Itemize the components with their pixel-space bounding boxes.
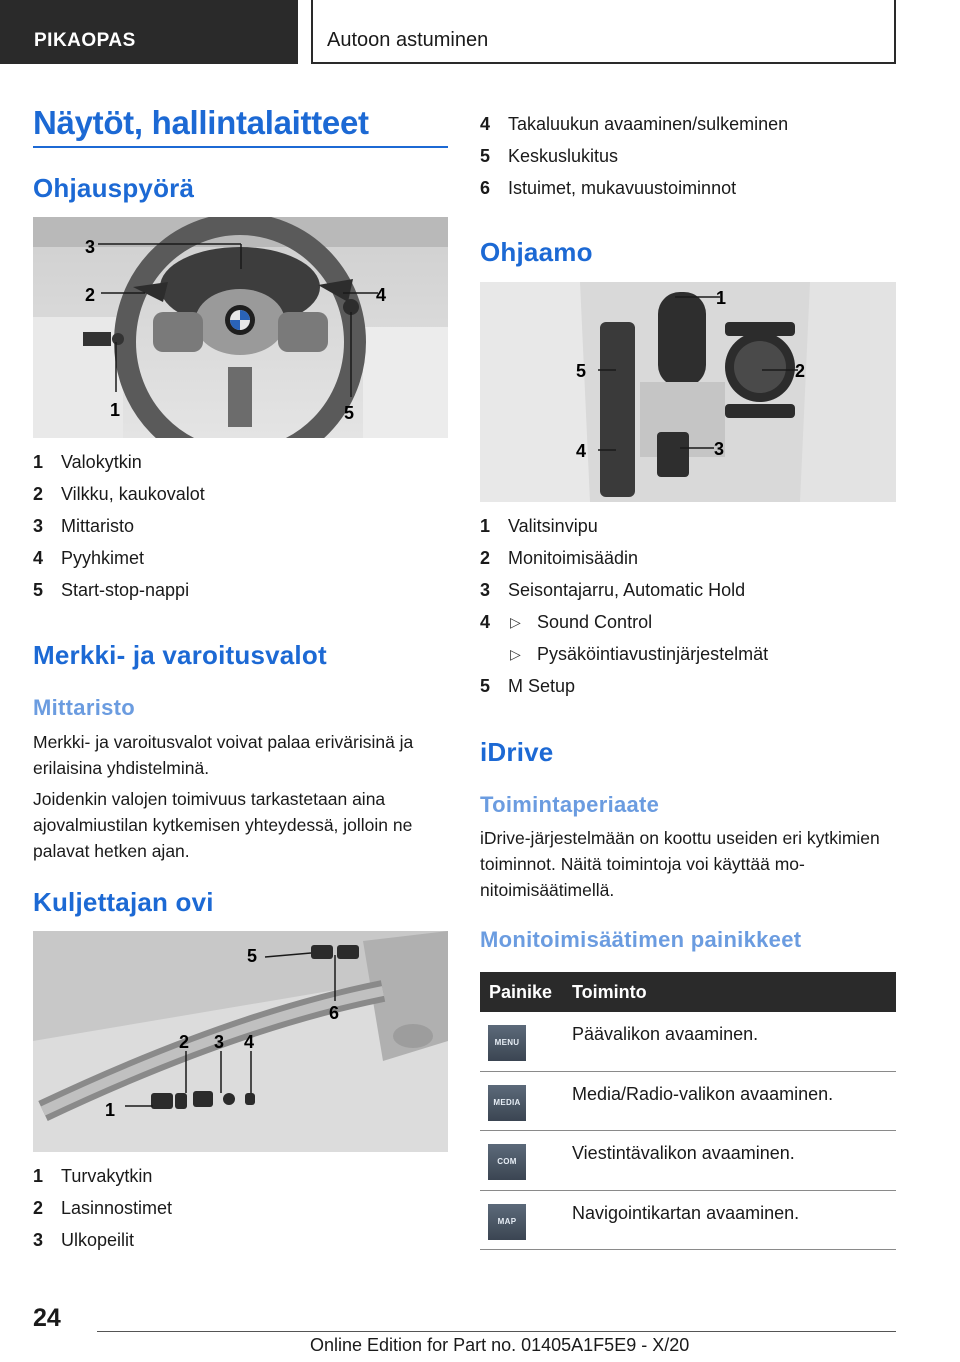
- cockpit-item-list: [480, 510, 896, 702]
- list-item: [33, 1224, 448, 1256]
- item-text: Ulkopeilit: [61, 1230, 135, 1250]
- cockpit-photo: [480, 282, 896, 502]
- item-number: 1: [480, 516, 491, 536]
- heading-cockpit: Ohjaamo: [480, 237, 593, 267]
- item-number: 4: [480, 612, 491, 632]
- item-number: 1: [33, 1166, 44, 1186]
- door-callout-3: 3: [214, 1032, 225, 1052]
- menu-button-icon: MENU: [488, 1025, 526, 1061]
- header-chapter-tab: Autoon astuminen: [311, 0, 896, 64]
- item-text: Vilkku, kaukovalot: [61, 484, 205, 504]
- heading-warning-lights: Merkki- ja varoitusvalot: [33, 640, 327, 670]
- cockpit-callout-1: 1: [716, 288, 727, 308]
- steering-callout-1: 1: [110, 400, 121, 420]
- item-text: Pysäköintiavustinjärjestelmät: [537, 644, 769, 664]
- table-header-function: Toiminto: [572, 982, 647, 1002]
- item-text: Pyyhkimet: [61, 548, 145, 568]
- list-item: [33, 542, 448, 574]
- steering-item-list: [33, 446, 448, 606]
- page-title: Näytöt, hallintalaitteet: [33, 104, 369, 141]
- table-row: [480, 1191, 896, 1251]
- warning-paragraph-2: Joidenkin valojen toimivuus tarkastetaan aina ajovalmiustilan kytkemisen yhteydessä, jolloin ne palavat hetken ajan.: [33, 789, 413, 861]
- list-item: [480, 172, 896, 204]
- door-callout-5: 5: [247, 946, 258, 966]
- list-item: [33, 478, 448, 510]
- cockpit-callout-5: 5: [576, 361, 587, 381]
- steering-wheel-photo: [33, 217, 448, 438]
- heading-driver-door: Kuljettajan ovi: [33, 887, 214, 917]
- item-number: 1: [33, 452, 44, 472]
- list-item: [480, 510, 896, 542]
- cockpit-callout-4: 4: [576, 441, 587, 461]
- footer-rule: [97, 1331, 896, 1332]
- item-text: Takaluukun avaaminen/sulkeminen: [508, 114, 789, 134]
- item-text: Monitoimisäädin: [508, 548, 639, 568]
- item-number: 2: [33, 484, 44, 504]
- steering-callout-3: 3: [85, 237, 96, 257]
- item-text: Valokytkin: [61, 452, 142, 472]
- list-item: [33, 574, 448, 606]
- com-button-icon: COM: [488, 1144, 526, 1180]
- list-item: [480, 638, 896, 670]
- warning-paragraph-1: Merkki- ja varoitusvalot voivat palaa erivärisinä ja erilaisina yhdistelminä.: [33, 732, 414, 778]
- door-callout-4: 4: [244, 1032, 255, 1052]
- door-item-list-right: [480, 108, 896, 204]
- item-text: Seisontajarru, Automatic Hold: [508, 580, 746, 600]
- door-callout-6: 6: [329, 1003, 340, 1023]
- map-button-icon: MAP: [488, 1204, 526, 1240]
- steering-callout-5: 5: [344, 403, 355, 423]
- item-number: 2: [480, 548, 491, 568]
- title-rule: [33, 146, 448, 148]
- subheading-instrument-cluster: Mittaristo: [33, 695, 135, 720]
- controller-buttons-table: [480, 972, 896, 1250]
- driver-door-photo: [33, 931, 448, 1152]
- item-number: 3: [33, 1230, 44, 1250]
- list-item: [480, 670, 896, 702]
- list-item: [480, 108, 896, 140]
- table-header-button: Painike: [489, 982, 553, 1002]
- cockpit-callout-3: 3: [714, 439, 725, 459]
- cockpit-callout-2: 2: [795, 361, 806, 381]
- list-item: [33, 446, 448, 478]
- item-number: 3: [480, 580, 491, 600]
- item-text: Mittaristo: [61, 516, 135, 536]
- media-button-icon: MEDIA: [488, 1085, 526, 1121]
- item-number: 5: [33, 580, 44, 600]
- triangle-bullet-icon: ▷: [510, 646, 521, 662]
- table-row: [480, 1072, 896, 1132]
- table-cell-function: Viestintävalikon avaaminen.: [572, 1143, 795, 1163]
- table-row: [480, 1012, 896, 1072]
- item-number: 4: [33, 548, 44, 568]
- list-item: [480, 542, 896, 574]
- subheading-operating-principle: Toimintaperiaate: [480, 792, 660, 817]
- item-text: Keskuslukitus: [508, 146, 619, 166]
- page-number: 24: [33, 1304, 61, 1332]
- table-header: [480, 972, 896, 1012]
- item-number: 2: [33, 1198, 44, 1218]
- triangle-bullet-icon: ▷: [510, 614, 521, 630]
- item-number: 4: [480, 114, 491, 134]
- table-row: [480, 1131, 896, 1191]
- item-text: Start-stop-nappi: [61, 580, 190, 600]
- item-text: Istuimet, mukavuustoiminnot: [508, 178, 737, 198]
- heading-steering-wheel: Ohjauspyörä: [33, 173, 195, 203]
- item-text: Valitsinvipu: [508, 516, 598, 536]
- subheading-controller-buttons: Monitoimisäätimen painikkeet: [480, 927, 802, 952]
- item-text: Lasinnostimet: [61, 1198, 173, 1218]
- list-item: [480, 606, 896, 638]
- footer-edition: Online Edition for Part no. 01405A1F5E9 - X/20: [310, 1335, 690, 1355]
- idrive-paragraph: iDrive-järjestelmään on koottu useiden eri kytkimien toiminnot. Näitä toimintoja voi käyttää monitoimisäätimellä.: [480, 828, 880, 900]
- table-cell-function: Navigointikartan avaaminen.: [572, 1202, 800, 1223]
- list-item: [33, 1192, 448, 1224]
- list-item: [480, 140, 896, 172]
- door-callout-2: 2: [179, 1032, 190, 1052]
- item-number: 3: [33, 516, 44, 536]
- door-item-list-left: [33, 1160, 448, 1256]
- header-section-tab: PIKAOPAS: [0, 0, 298, 64]
- item-number: 5: [480, 146, 491, 166]
- heading-idrive: iDrive: [480, 737, 554, 767]
- list-item: [33, 1160, 448, 1192]
- item-text: Sound Control: [537, 612, 653, 632]
- item-text: Turvakytkin: [61, 1166, 153, 1186]
- list-item: [33, 510, 448, 542]
- list-item: [480, 574, 896, 606]
- item-text: M Setup: [508, 676, 576, 696]
- steering-callout-4: 4: [376, 285, 387, 305]
- table-cell-function: Päävalikon avaaminen.: [572, 1024, 759, 1044]
- item-number: 5: [480, 676, 491, 696]
- door-callout-1: 1: [105, 1100, 116, 1120]
- item-number: 6: [480, 178, 491, 198]
- table-cell-function: Media/Radio-valikon avaaminen.: [572, 1083, 834, 1104]
- steering-callout-2: 2: [85, 285, 96, 305]
